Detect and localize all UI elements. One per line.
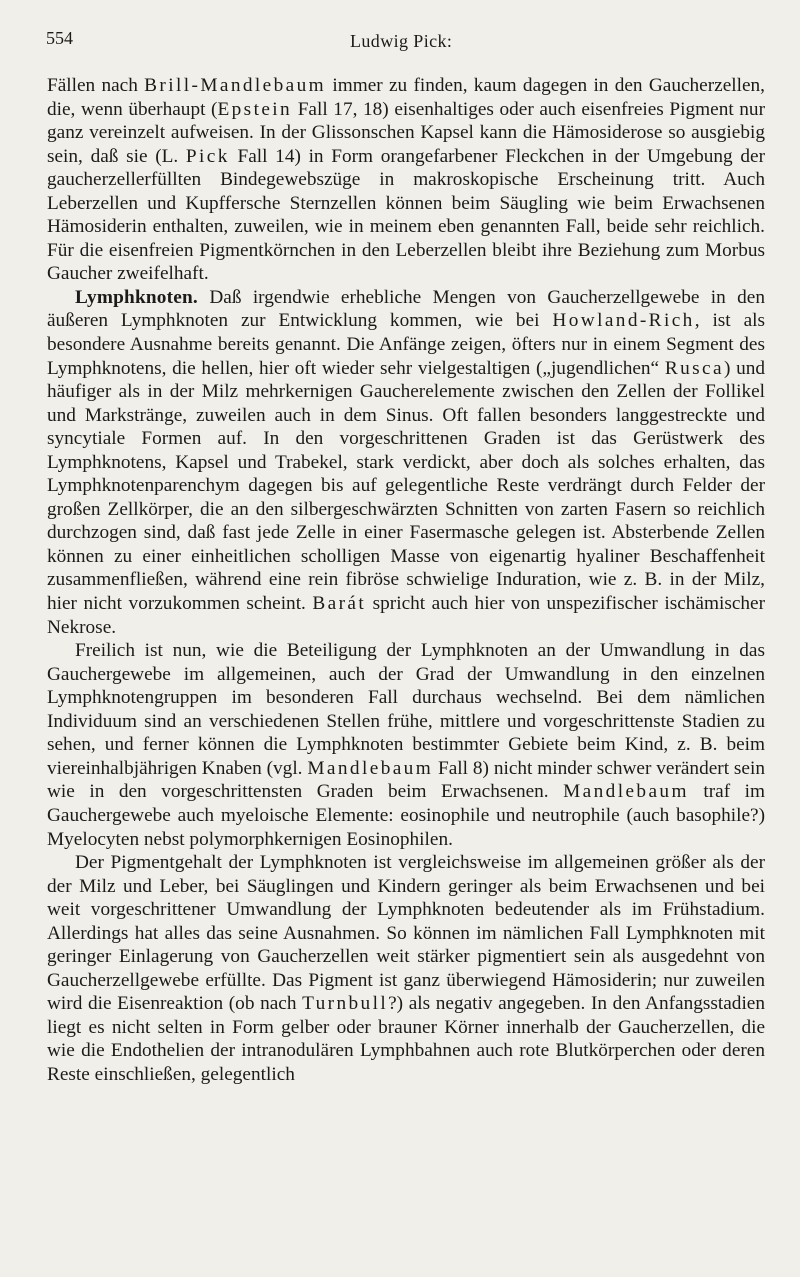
page-header [46,28,760,58]
running-head: Ludwig Pick: [350,31,453,51]
text-run: Fall 17, 18) eisenhaltiges oder auch eisenfreies Pigment nur ganz vereinzelt aufweisen. In der Glissonschen Kapsel kann die Hämosiderose so ausgiebig sein, daß sie (L. [47,98,765,167]
text-run: Fall 14) in Form orangefarbener Fleckchen in der Umgebung der gaucherzellerfüllten Bindegewebszüge in makroskopische Erscheinung tritt. Auch Leberzellen und Kupffersche Sternzellen können beim Säugling wie beim Erwachsenen Hämosiderin enthalten, zuweilen, wie in meinem eben genannten Fall, beide sehr reichlich. Für die eisenfreien Pigmentkörnchen in den Leberzellen bleibt ihre Beziehung zum Morbus Gaucher zweifelhaft. [47,145,766,285]
paragraph [47,851,765,1086]
spaced-name: Howland-Rich [552,310,695,332]
spaced-name: Mandlebaum [563,781,689,803]
text-run: Fall 8) nicht minder schwer verändert sein wie in den vorgeschrittensten Graden beim Erwachsenen. [47,757,765,803]
text-run: Freilich ist nun, wie die Beteiligung der Lymphknoten an der Umwandlung in das Gauchergewebe im allgemeinen, auch der Grad der Umwandlung in den einzelnen Lymphknotengruppen im besonderen Fall durchaus wechselnd. Bei dem nämlichen Individuum sind an verschiedenen Stellen frühe, mittlere und vorgeschrittenste Stadien zu sehen, und ferner können die Lymphknoten bestimmter Gebiete beim Kind, z. B. beim viereinhalbjährigen Knaben (vgl. [47,640,765,779]
spaced-name: Mandlebaum [307,757,434,779]
text-run: traf im Gauchergewebe auch myeloische Elemente: eosinophile und neutrophile (auch basophile?) Myelocyten nebst polymorphkernigen Eosinophilen. [47,781,765,850]
body-text [47,74,765,1087]
paragraph [47,286,765,639]
page-number: 554 [46,28,73,48]
text-run: Daß irgendwie erhebliche Mengen von Gaucherzellgewebe in den äußeren Lymphknoten zur Entwicklung kommen, wie bei [47,286,765,332]
spaced-name: Rusca [664,357,724,379]
text-run: ) und häufiger als in der Milz mehrkernigen Gaucherelemente zwischen den Zellen der Follikel und Markstränge, zuweilen auch in dem Sinus. Oft fallen besonders langgestreckte und syncytiale Formen auf. In den vorgeschrittenen Graden ist das Gerüstwerk des Lymphknotens, Kapsel und Trabekel, stark verdickt, aber doch als solches erhalten, das Lymphknotenparenchym dagegen bis auf gelegentliche Reste verdrängt durch Felder der großen Zellkörper, die an den silbergeschwärzten Schnitten von zarten Fasern so reichlich durchzogen sind, daß fast jede Zelle in einer Fasermasche gelegen ist. Absterbende Zellen können zu einer einheitlichen scholligen Masse von eigenartig hyaliner Beschaffenheit zusammenfließen, während eine rein fibröse schwielige Induration, wie z. B. in der Milz, hier nicht vorzukommen scheint. [47,357,765,615]
text-run: spricht auch hier von unspezifischer ischämischer Nekrose. [47,593,765,638]
spaced-name: Pick [185,145,230,167]
text-run: Fällen nach [47,75,145,96]
text-run: , ist als besondere Ausnahme bereits genannt. Die Anfänge zeigen, öfters nur in einem Segment des Lymphknotens, die hellen, hier oft wieder sehr vielgestaltigen („jugendlichen“ [47,310,765,379]
spaced-name: Epstein [217,98,293,120]
paragraph [47,639,765,851]
section-heading: Lymphknoten. [75,286,198,308]
spaced-name: Brill-Mandlebaum [144,75,327,96]
spaced-name: Barát [312,593,367,615]
text-run: immer zu finden, kaum dagegen in den Gaucherzellen, die, wenn überhaupt ( [47,75,765,120]
spaced-name: Turnbull [302,993,389,1015]
text-run: Der Pigmentgehalt der Lymphknoten ist vergleichsweise im allgemeinen größer als der der Milz und Leber, bei Säuglingen und Kindern geringer als beim Erwachsenen und bei weit vorgeschrittener Umwandlung der Lymphknoten bedeutender als im Frühstadium. Allerdings hat alles das seine Ausnahmen. So können im nämlichen Fall Lymphknoten mit geringer Einlagerung von Gaucherzellen weit stärker pigmentiert sein als ausgedehnt von Gaucherzellgewebe erfüllte. Das Pigment ist ganz überwiegend Hämosiderin; nur zuweilen wird die Eisenreaktion (ob nach [47,852,765,1015]
text-run: ?) als negativ angegeben. In den Anfangsstadien liegt es nicht selten in Form gelber oder brauner Körner innerhalb der Gaucherzellen, die wie die Endothelien der intranodulären Lymphbahnen auch rote Blutkörperchen oder deren Reste einschließen, gelegentlich [47,993,766,1085]
paragraph [47,74,765,286]
